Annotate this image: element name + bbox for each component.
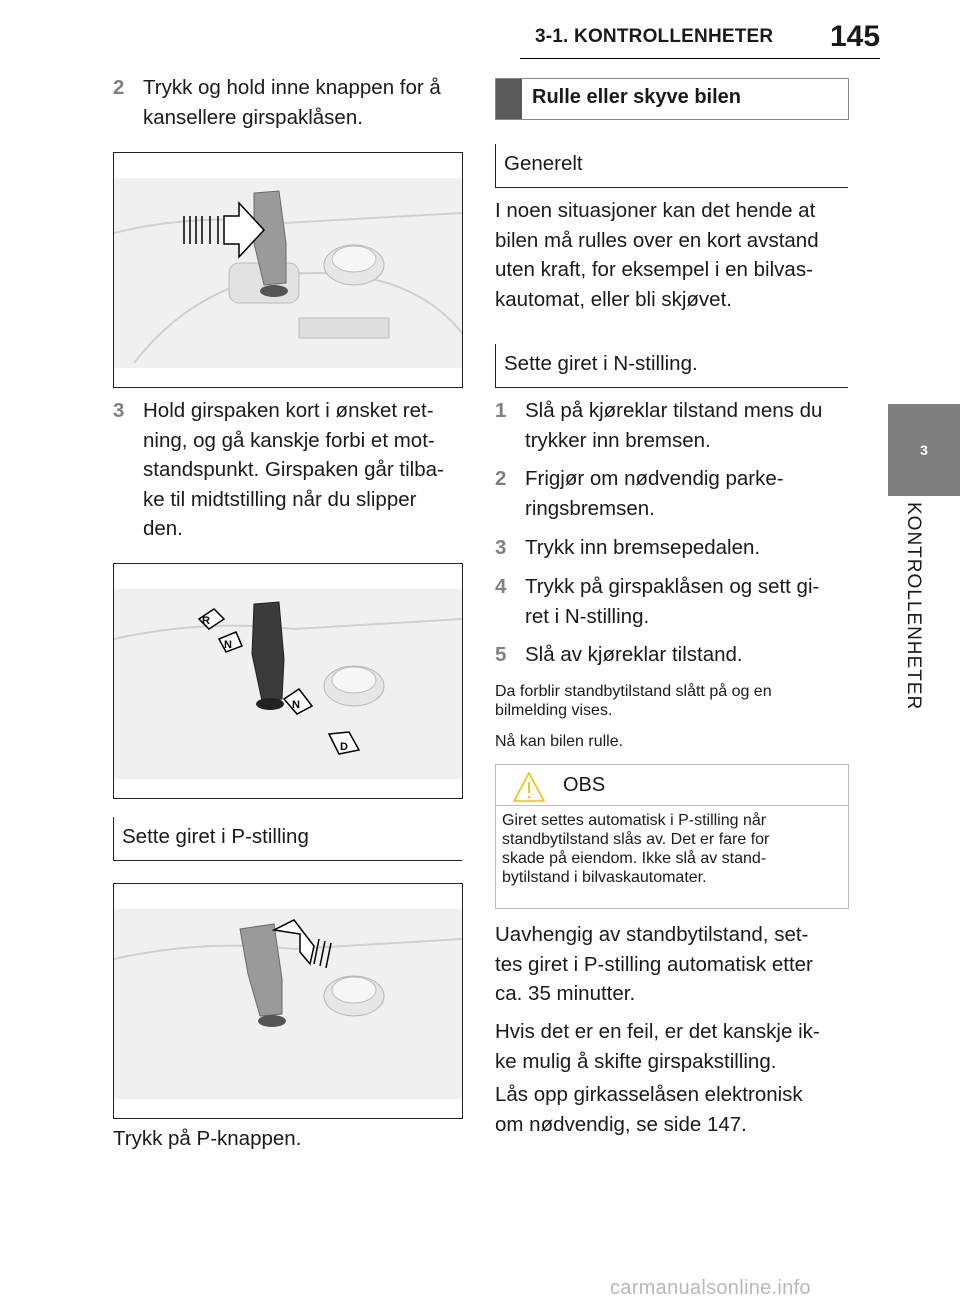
paragraph-line: bilen må rulles over en kort avstand (495, 228, 819, 252)
step-text: Trykk på girspaklåsen og sett gi- (525, 575, 820, 598)
caption-p-button: Trykk på P-knappen. (113, 1127, 302, 1150)
section-title: Rulle eller skyve bilen (532, 86, 741, 108)
obs-line: Giret settes automatisk i P-stilling når (502, 812, 767, 829)
general-paragraph (495, 196, 819, 314)
obs-line: bytilstand i bilvaskautomater. (502, 869, 707, 886)
step-text: standspunkt. Girspaken går tilba- (143, 458, 444, 481)
chapter-tab[interactable] (888, 404, 960, 496)
step-text: den. (143, 517, 183, 540)
step-5 (495, 640, 743, 670)
paragraph-error (495, 1017, 820, 1076)
step-number: 3 (113, 399, 125, 422)
obs-line: skade på eiendom. Ikke slå av stand- (502, 850, 767, 867)
label-n-top: N (224, 639, 232, 651)
chapter-label: KONTROLLENHETER (903, 502, 924, 711)
note-roll: Nå kan bilen rulle. (495, 733, 624, 750)
paragraph-line: om nødvendig, se side 147. (495, 1112, 747, 1136)
step-text: Slå av kjøreklar tilstand. (525, 643, 743, 666)
figure-shift-directions (113, 563, 463, 799)
paragraph-line: Uavhengig av standbytilstand, set- (495, 923, 809, 946)
watermark[interactable]: carmanualsonline.info (610, 1277, 811, 1299)
subheading-text: Generelt (504, 152, 583, 175)
step-text: trykker inn bremsen. (525, 428, 711, 452)
label-d: D (340, 741, 348, 753)
paragraph-line: Hvis det er en feil, er det kanskje ik- (495, 1020, 820, 1043)
step-2 (113, 73, 441, 129)
step-1 (495, 396, 823, 452)
paragraph-unlock (495, 1080, 803, 1139)
obs-title: OBS (563, 774, 606, 796)
obs-divider (496, 805, 848, 806)
note-line: bilmelding vises. (495, 702, 613, 719)
figure-p-button (113, 883, 463, 1119)
subheading-p-stilling (113, 817, 462, 861)
paragraph-line: ke mulig å skifte girspakstilling. (495, 1049, 777, 1073)
step-text: ning, og gå kanskje forbi et mot- (143, 428, 435, 452)
section-title-box (495, 78, 849, 120)
paragraph-line: I noen situasjoner kan det hende at (495, 199, 816, 222)
obs-warning-box (495, 764, 849, 909)
step-3 (113, 396, 444, 540)
paragraph-line: uten kraft, for eksempel i en bilvas- (495, 258, 813, 281)
note-standby (495, 682, 772, 720)
step-number: 4 (495, 575, 507, 598)
subheading-text: Sette giret i P-stilling (122, 825, 309, 848)
step-number: 2 (495, 467, 507, 490)
step-4 (495, 572, 820, 628)
step-text: kansellere girspaklåsen. (143, 105, 363, 129)
step-text: Hold girspaken kort i ønsket ret- (143, 399, 434, 422)
step-text: ringsbremsen. (525, 496, 655, 520)
paragraph-auto-p (495, 920, 813, 1009)
obs-line: standbytilstand slås av. Det er fare for (502, 831, 770, 848)
running-header-section: 3-1. KONTROLLENHETER (535, 26, 774, 47)
paragraph-line: tes giret i P-stilling automatisk etter (495, 952, 813, 976)
paragraph-line: Lås opp girkasselåsen elektronisk (495, 1083, 803, 1106)
subheading-n-stilling (495, 344, 848, 388)
chapter-number: 3 (920, 442, 928, 458)
step-text: ret i N-stilling. (525, 604, 650, 628)
step-2 (495, 464, 784, 520)
warning-triangle-icon (512, 771, 546, 803)
step-number: 2 (113, 76, 125, 99)
step-text: Trykk inn bremsepedalen. (525, 536, 761, 559)
step-number: 5 (495, 643, 507, 666)
label-r: R (202, 615, 210, 627)
subheading-general (495, 144, 848, 188)
subheading-text: Sette giret i N-stilling. (504, 352, 698, 375)
step-3 (495, 533, 761, 563)
paragraph-line: ca. 35 minutter. (495, 982, 636, 1005)
note-line: Da forblir standbytilstand slått på og en (495, 683, 772, 700)
paragraph-line: kautomat, eller bli skjøvet. (495, 287, 732, 311)
step-number: 1 (495, 399, 507, 422)
header-rule (520, 58, 880, 59)
obs-text (502, 811, 769, 887)
figure-unlock-button (113, 152, 463, 388)
label-n-bottom: N (292, 699, 300, 711)
step-text: Trykk og hold inne knappen for å (143, 76, 441, 99)
step-text: ke til midtstilling når du slipper (143, 487, 417, 511)
step-number: 3 (495, 536, 507, 559)
step-text: Frigjør om nødvendig parke- (525, 467, 784, 490)
page-number: 145 (830, 20, 881, 53)
step-text: Slå på kjøreklar tilstand mens du (525, 399, 823, 422)
section-bar (496, 79, 522, 119)
